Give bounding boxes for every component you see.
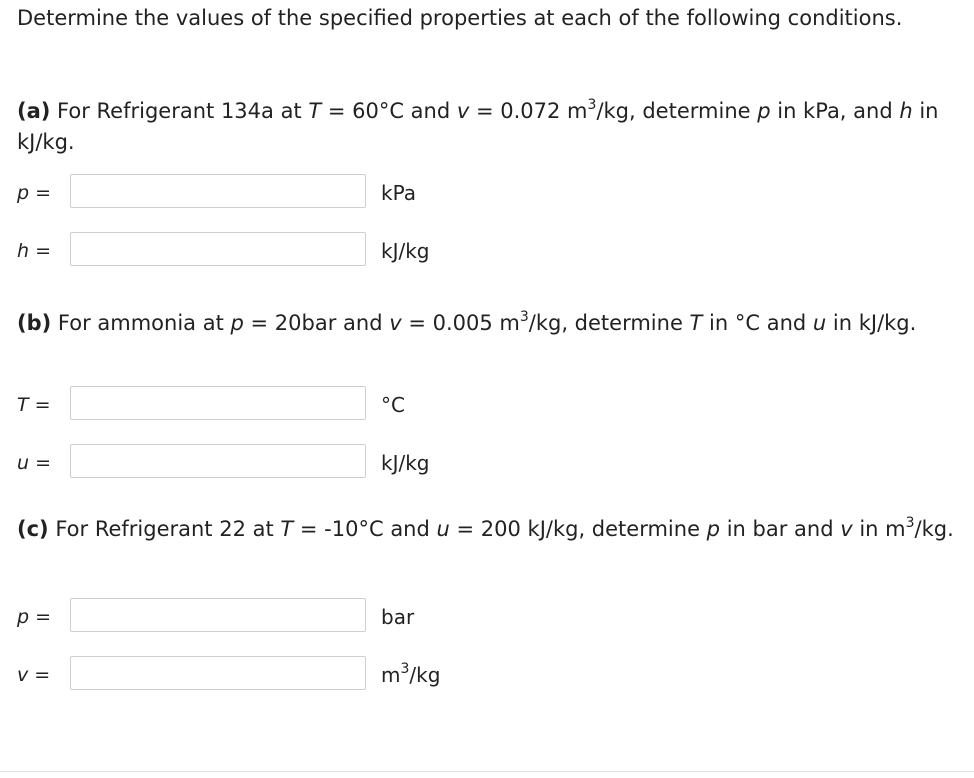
answer-input-c-p[interactable] bbox=[70, 598, 366, 632]
unit-suffix: /kg bbox=[409, 663, 441, 687]
answer-var: T bbox=[17, 394, 29, 416]
part-b-text-6: in kJ/kg. bbox=[826, 311, 917, 335]
answer-input-c-v[interactable] bbox=[70, 656, 366, 690]
unit-label-b-u: kJ/kg bbox=[381, 451, 430, 475]
answer-input-b-T[interactable] bbox=[70, 386, 366, 420]
part-b-statement bbox=[17, 308, 957, 339]
part-b-var-p: p bbox=[230, 311, 244, 335]
equals-sign: = bbox=[28, 394, 51, 416]
unit-label-c-p: bar bbox=[381, 605, 415, 629]
part-a-var-h: h bbox=[899, 99, 913, 123]
part-c-text-3: = 200 kJ/kg, determine bbox=[449, 517, 707, 541]
part-c-text-2: = -10°C and bbox=[293, 517, 437, 541]
part-c-label: (c) bbox=[17, 517, 49, 541]
equals-sign: = bbox=[29, 452, 52, 474]
part-c-text-4: in bar and bbox=[720, 517, 841, 541]
part-b-exponent: 3 bbox=[519, 309, 529, 325]
part-a-statement bbox=[17, 96, 957, 158]
answer-var: v bbox=[17, 664, 29, 686]
answer-var: p bbox=[17, 606, 30, 628]
part-b-text-1: For ammonia at bbox=[51, 311, 231, 335]
equals-sign: = bbox=[29, 182, 52, 204]
part-a-exponent: 3 bbox=[587, 97, 597, 113]
part-c-text-1: For Refrigerant 22 at bbox=[48, 517, 281, 541]
unit-label-a-p: kPa bbox=[381, 181, 416, 205]
part-a-var-T: T bbox=[308, 99, 322, 123]
answer-var: p bbox=[17, 182, 30, 204]
part-b-var-T: T bbox=[689, 311, 703, 335]
answer-label-a-p bbox=[17, 182, 67, 204]
part-c-exponent: 3 bbox=[905, 515, 915, 531]
part-a-var-v: v bbox=[456, 99, 470, 123]
part-b-var-u: u bbox=[812, 311, 827, 335]
part-a-label: (a) bbox=[17, 99, 51, 123]
unit-label-b-T: °C bbox=[381, 393, 405, 417]
answer-label-c-v bbox=[17, 664, 67, 686]
part-a-text-6: in kJ/kg. bbox=[17, 99, 939, 154]
part-a-text-5: in kPa, and bbox=[770, 99, 900, 123]
part-c-var-p: p bbox=[706, 517, 721, 541]
equals-sign: = bbox=[28, 664, 51, 686]
answer-input-b-u[interactable] bbox=[70, 444, 366, 478]
part-c-var-T: T bbox=[280, 517, 294, 541]
answer-label-b-u bbox=[17, 452, 67, 474]
part-c-statement bbox=[17, 514, 957, 545]
equals-sign: = bbox=[29, 240, 52, 262]
bottom-divider bbox=[0, 771, 974, 772]
part-b-text-2: = 20bar and bbox=[243, 311, 390, 335]
answer-input-a-p[interactable] bbox=[70, 174, 366, 208]
part-c-var-v: v bbox=[840, 517, 853, 541]
part-a-text-4: /kg, determine bbox=[596, 99, 758, 123]
answer-var: u bbox=[17, 452, 30, 474]
part-b-var-v: v bbox=[389, 311, 402, 335]
part-b-text-3: = 0.005 m bbox=[401, 311, 520, 335]
part-a-text-2: = 60°C and bbox=[321, 99, 457, 123]
answer-label-b-T bbox=[17, 394, 67, 416]
part-c-text-6: /kg. bbox=[914, 517, 954, 541]
unit-exponent: 3 bbox=[400, 661, 410, 677]
part-b-label: (b) bbox=[17, 311, 52, 335]
unit-base: m bbox=[381, 663, 401, 687]
part-a-text-1: For Refrigerant 134a at bbox=[50, 99, 309, 123]
equals-sign: = bbox=[29, 606, 52, 628]
answer-var: h bbox=[17, 240, 30, 262]
part-a-var-p: p bbox=[757, 99, 771, 123]
part-b-text-5: in °C and bbox=[702, 311, 813, 335]
unit-label-c-v bbox=[381, 661, 441, 687]
answer-label-c-p bbox=[17, 606, 67, 628]
answer-label-a-h bbox=[17, 240, 67, 262]
part-c-var-u: u bbox=[436, 517, 450, 541]
part-b-text-4: /kg, determine bbox=[528, 311, 690, 335]
problem-intro: Determine the values of the specified properties at each of the following conditions. bbox=[17, 6, 903, 30]
unit-label-a-h: kJ/kg bbox=[381, 239, 430, 263]
answer-input-a-h[interactable] bbox=[70, 232, 366, 266]
part-c-text-5: in m bbox=[852, 517, 906, 541]
part-a-text-3: = 0.072 m bbox=[469, 99, 588, 123]
